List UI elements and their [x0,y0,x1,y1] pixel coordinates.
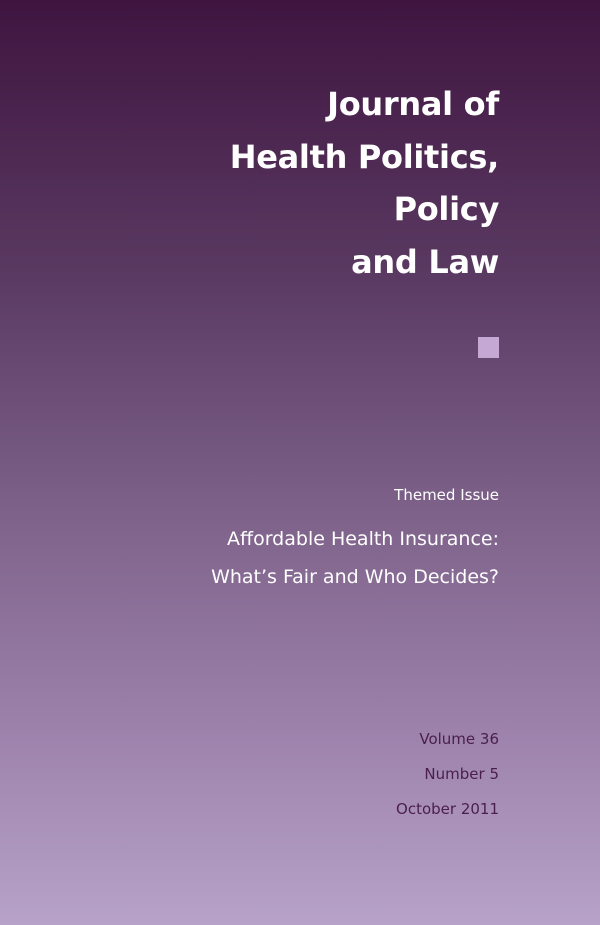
issue-info [396,722,499,827]
themed-issue-label: Themed Issue [394,486,499,504]
journal-title [230,78,499,288]
number-label: Number 5 [424,765,499,783]
issue-title [211,520,499,596]
journal-title-line: Health Politics, [229,137,499,176]
journal-title-line: Policy [393,190,499,228]
date-label: October 2011 [396,800,499,818]
decorative-square [478,337,499,358]
issue-title-line: Affordable Health Insurance: [226,528,499,550]
volume-label: Volume 36 [419,730,499,748]
journal-title-line: Journal of [327,85,499,123]
issue-title-line: What’s Fair and Who Decides? [211,566,499,588]
journal-title-line: and Law [351,242,499,281]
